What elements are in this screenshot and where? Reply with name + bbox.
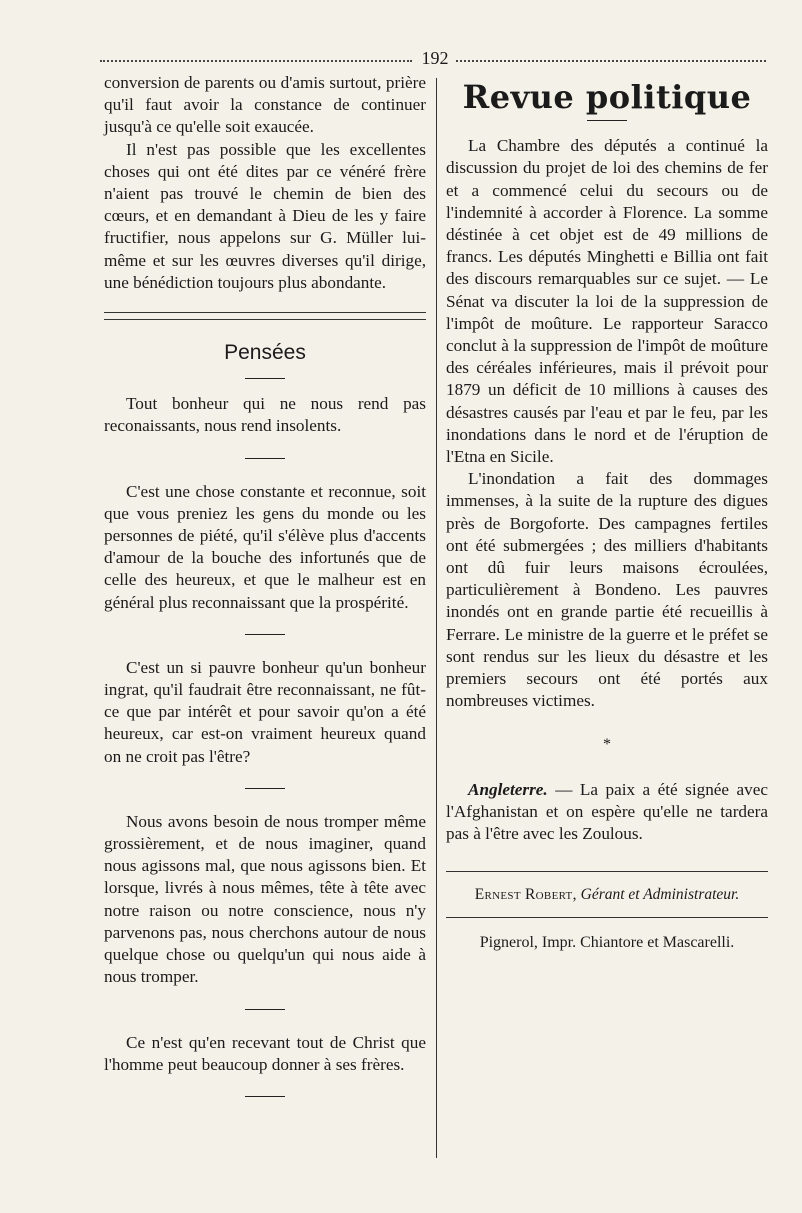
section-title-pensees: Pensées <box>224 341 306 365</box>
separator-dash <box>245 1009 285 1010</box>
continuation-paragraph: Il n'est pas possible que les excellentes choses qui ont été dites par ce vénéré frère n'aient pas trouvé le chemin de bien des cœurs, et en demandant à Dieu de les y faire fructifier, nous appelons sur G. Müller lui-même et sur les œuvres diverses qu'il dirige, une bénédiction toujours plus abondante. <box>104 139 426 292</box>
news-paragraph-angleterre <box>446 779 768 846</box>
printer-line: Pignerol, Impr. Chiantore et Mascarelli. <box>479 933 735 951</box>
page-header <box>100 48 766 72</box>
thought-paragraph: C'est un si pauvre bonheur qu'un bonheur ingrat, qu'il faudrait être reconnaissant, ne fût-ce que par intérêt et pour savoir qu'on a été heureux, car est-on vraiment heureux quand on ne croit pas l'être? <box>104 657 426 766</box>
continuation-paragraph: conversion de parents ou d'amis surtout, prière qu'il faut avoir la constance de continuer jusqu'à ce qu'elle soit exaucée. <box>104 73 426 137</box>
header-ornament-left <box>100 60 412 64</box>
news-lead-text: — La paix a été signée avec l'Afghanistan et on espère qu'elle ne tardera pas à l'être avec les Zoulous. <box>446 779 769 844</box>
credit-line <box>446 884 768 906</box>
separator-dash <box>245 378 285 379</box>
separator-dash <box>245 788 285 789</box>
thought-paragraph: C'est une chose constante et reconnue, soit que vous preniez les gens du monde ou les personnes de piété, qu'il s'élève plus d'accents d'amour de la bouche des infortunés que de celle des heureux, et que le malheur est en général plus reconnaissant que la prospérité. <box>104 481 426 612</box>
column-divider <box>436 78 437 1158</box>
double-rule <box>104 312 426 320</box>
footer-rule <box>446 917 768 918</box>
page-number: 192 <box>421 48 449 68</box>
section-star: * <box>603 736 611 754</box>
credit-role: Gérant et Administrateur. <box>580 886 740 904</box>
thought-paragraph: Ce n'est qu'en recevant tout de Christ que l'homme peut beaucoup donner à ses frères. <box>104 1032 426 1074</box>
separator-dash <box>245 634 285 635</box>
news-paragraph: L'inondation a fait des dommages immenses, à la suite de la rupture des digues près de Borgoforte. Des campagnes fertiles ont été submergées ; des milliers d'habitants ont dû fuir leurs maisons écroulées, particulièrement à Bondeno. Les pauvres inondés ont en grande partie été recueillis à Ferrare. Le ministre de la guerre et le préfet se sont rendus sur les lieux du désastre et les premiers secours ont été portés aux nombreuses victimes. <box>446 469 768 711</box>
news-lead: Angleterre. <box>468 779 548 799</box>
thought-paragraph: Nous avons besoin de nous tromper même grossièrement, et de nous imaginer, quand nous agissons mal, que nous agissons bien. Et lorsque, livrés à nous mêmes, tête à tête avec notre raison ou notre conscience, nous n'y parvenons pas, nous cherchons autour de nous quelque chose ou quelqu'un qui nous aide à nous tromper. <box>104 811 426 987</box>
separator-dash <box>245 458 285 459</box>
right-column <box>446 72 768 954</box>
separator-dash <box>587 120 627 121</box>
news-paragraph: La Chambre des députés a continué la discussion du projet de loi des chemins de fer et a commencé celui du secours ou de l'indemnité à accorder à Florence. La somme déstinée à cet objet est de 49 millions de francs. Les députés Minghetti e Billia ont fait des discours remarquables sur ce sujet. — Le Sénat va discuter la loi de la suppression de l'impôt de moûture. Le rapporteur Saracco conclut à la suppression de l'impôt de moûture des céréales inférieures, mais il prévoit pour 1879 un déficit de 10 millions à causes des désastres causés par l'eau et par le feu, par les inondations dans le nord et de l'éruption de l'Etna en Sicile. <box>446 136 768 467</box>
thought-paragraph: Tout bonheur qui ne nous rend pas reconaissants, nous rend insolents. <box>104 394 426 436</box>
footer-rule <box>446 871 768 872</box>
credit-name: Ernest Robert, <box>474 886 577 904</box>
section-title-revue-politique: Revue politique <box>462 78 752 116</box>
left-column <box>104 72 426 1097</box>
header-ornament-right <box>456 60 766 64</box>
separator-dash <box>245 1096 285 1097</box>
